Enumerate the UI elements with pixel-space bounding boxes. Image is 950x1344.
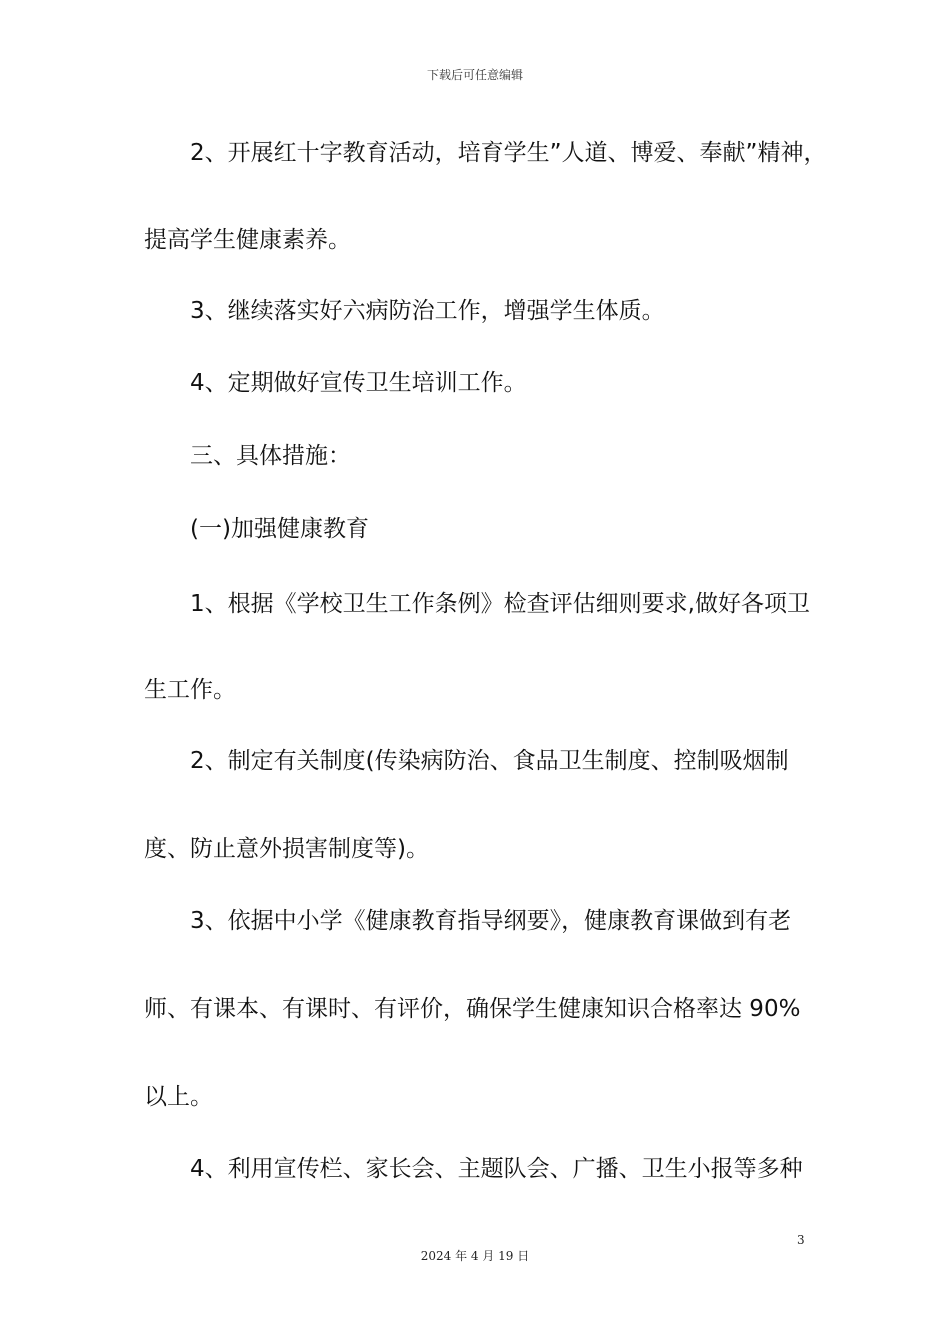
paragraph-line: 3、依据中小学《健康教育指导纲要》，健康教育课做到有老 bbox=[190, 908, 792, 934]
subsection-heading: (一)加强健康教育 bbox=[190, 516, 369, 542]
footer-date: 2024 年 4 月 19 日 bbox=[420, 1249, 530, 1263]
paragraph-line: 2、开展红十字教育活动，培育学生”人道、博爱、奉献”精神， bbox=[190, 140, 827, 166]
paragraph-line: 生工作。 bbox=[144, 677, 236, 703]
paragraph-line: 4、定期做好宣传卫生培训工作。 bbox=[190, 370, 527, 396]
paragraph-line: 3、继续落实好六病防治工作，增强学生体质。 bbox=[190, 298, 665, 324]
paragraph-line: 2、制定有关制度(传染病防治、食品卫生制度、控制吸烟制 bbox=[190, 748, 789, 774]
paragraph-line: 度、防止意外损害制度等)。 bbox=[144, 836, 429, 862]
paragraph-line: 提高学生健康素养。 bbox=[144, 227, 351, 253]
paragraph-line: 1、根据《学校卫生工作条例》检查评估细则要求,做好各项卫 bbox=[190, 591, 810, 617]
page-header: 下载后可任意编辑 bbox=[426, 68, 523, 82]
paragraph-line: 师、有课本、有课时、有评价，确保学生健康知识合格率达 90% bbox=[144, 996, 801, 1022]
page-number: 3 bbox=[797, 1233, 805, 1247]
paragraph-line: 4、利用宣传栏、家长会、主题队会、广播、卫生小报等多种 bbox=[190, 1156, 803, 1182]
section-heading: 三、具体措施： bbox=[190, 443, 351, 469]
paragraph-line: 以上。 bbox=[144, 1084, 213, 1110]
